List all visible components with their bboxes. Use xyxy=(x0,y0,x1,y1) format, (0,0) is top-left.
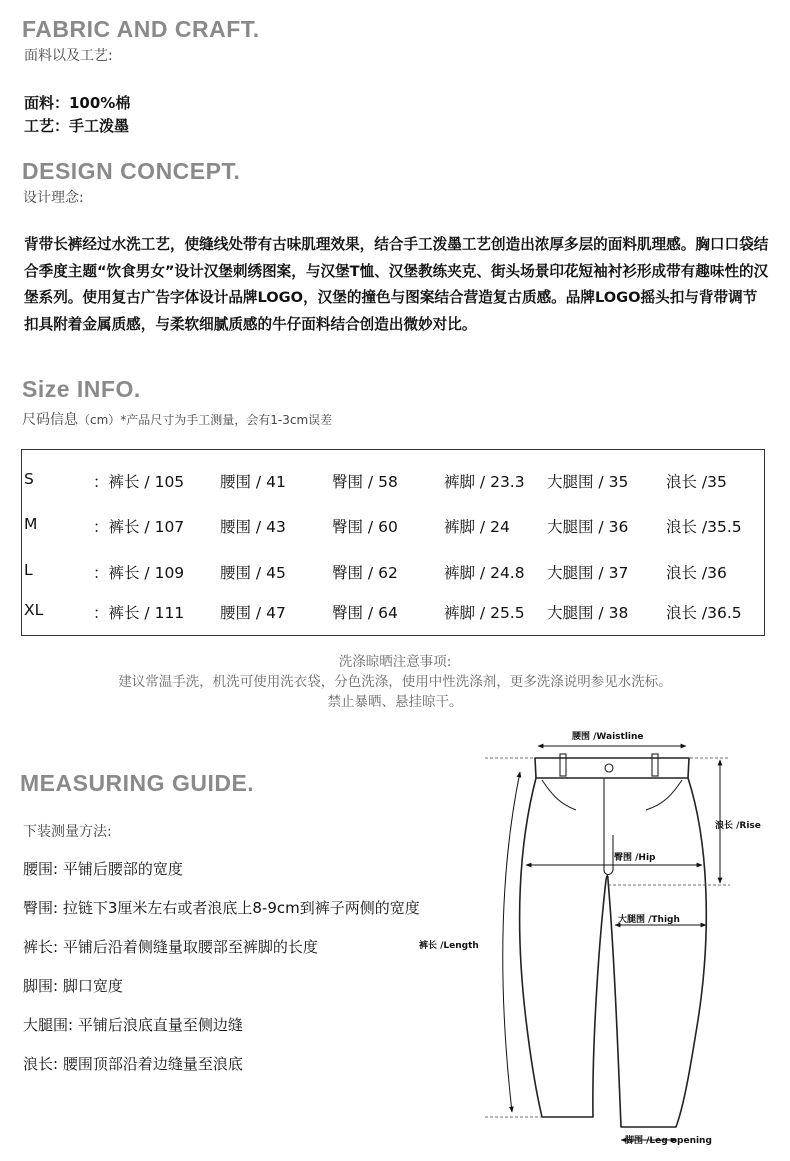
hip-cell: 臀围 / 60 xyxy=(332,518,398,536)
fabric-title-cn: 面料以及工艺: xyxy=(24,48,113,64)
rise-guides xyxy=(608,758,730,885)
label-hip: 臀围 /Hip xyxy=(614,853,656,863)
length-cell: ：裤长 / 107 xyxy=(93,518,185,536)
rise-cell: 浪长 /36 xyxy=(666,564,727,582)
size-info-note: *产品尺寸为手工测量，会有1-3cm误差 xyxy=(120,413,333,427)
hip-cell: 臀围 / 64 xyxy=(332,604,398,622)
leg-cell: 裤脚 / 25.5 xyxy=(444,604,525,622)
size-info-title-en: Size INFO. xyxy=(22,376,141,402)
fabric-title-en: FABRIC AND CRAFT. xyxy=(22,16,260,42)
size-info-subtitle xyxy=(22,409,332,429)
waist-cell: 腰围 / 41 xyxy=(220,473,286,491)
length-cell: ：裤长 / 109 xyxy=(93,564,185,582)
thigh-cell: 大腿围 / 37 xyxy=(547,564,629,582)
guide-item-rise: 浪长: 腰围顶部沿着边缝量至浪底 xyxy=(23,1055,243,1073)
pants-diagram xyxy=(480,720,770,1160)
care-line-2: 禁止暴晒、悬挂晾干。 xyxy=(327,694,463,710)
size-info-title-cn: 尺码信息 xyxy=(22,412,78,428)
care-title: 洗涤晾晒注意事项: xyxy=(338,654,452,670)
guide-item-thigh: 大腿围: 平铺后浪底直量至侧边缝 xyxy=(23,1016,243,1034)
measuring-title-en: MEASURING GUIDE. xyxy=(20,770,255,796)
size-info-unit: （cm） xyxy=(78,413,121,427)
hip-cell: 臀围 / 58 xyxy=(332,473,398,491)
guide-item-hip: 臀围: 拉链下3厘米左右或者浪底上8-9cm到裤子两侧的宽度 xyxy=(23,899,420,917)
label-rise: 浪长 /Rise xyxy=(715,821,761,831)
fabric-craft: 工艺：手工泼墨 xyxy=(24,117,130,135)
waist-cell: 腰围 / 43 xyxy=(220,518,286,536)
size-label: S xyxy=(24,470,34,488)
rise-cell: 浪长 /35.5 xyxy=(666,518,742,536)
leg-cell: 裤脚 / 23.3 xyxy=(444,473,525,491)
thigh-cell: 大腿围 / 38 xyxy=(547,604,629,622)
waist-cell: 腰围 / 47 xyxy=(220,604,286,622)
length-cell: ：裤长 / 105 xyxy=(93,473,185,491)
label-thigh: 大腿围 /Thigh xyxy=(618,915,680,925)
size-label: XL xyxy=(24,601,44,619)
guide-item-waist: 腰围: 平铺后腰部的宽度 xyxy=(23,860,183,878)
pants-details xyxy=(542,754,682,875)
length-guides xyxy=(485,758,542,1117)
rise-cell: 浪长 /35 xyxy=(666,473,727,491)
pants-outline xyxy=(520,758,707,1127)
length-arrow xyxy=(503,772,520,1112)
thigh-cell: 大腿围 / 36 xyxy=(547,518,629,536)
waist-cell: 腰围 / 45 xyxy=(220,564,286,582)
size-label: M xyxy=(24,515,38,533)
thigh-cell: 大腿围 / 35 xyxy=(547,473,629,491)
hip-cell: 臀围 / 62 xyxy=(332,564,398,582)
fabric-material: 面料：100%棉 xyxy=(24,94,131,112)
label-length: 裤长 /Length xyxy=(419,941,479,951)
leg-cell: 裤脚 / 24 xyxy=(444,518,510,536)
design-paragraph: 背带长裤经过水洗工艺，使缝线处带有古味肌理效果，结合手工泼墨工艺创造出浓厚多层的面料肌理感。胸口口袋结合季度主题“饮食男女”设计汉堡刺绣图案，与汉堡T恤、汉堡教练夹克、街头场景印花短袖衬衫形成带有趣味性的汉堡系列。使用复古广告字体设计品牌LOGO，汉堡的撞色与图案结合营造复古质感。品牌LOGO摇头扣与背带调节扣具附着金属质感，与柔软细腻质感的牛仔面料结合创造出微妙对比。 xyxy=(24,236,769,333)
guide-item-length: 裤长: 平铺后沿着侧缝量取腰部至裤脚的长度 xyxy=(23,938,318,956)
care-line-1: 建议常温手洗，机洗可使用洗衣袋，分色洗涤，使用中性洗涤剂，更多洗涤说明参见水洗标。 xyxy=(118,674,672,690)
measuring-title-cn: 下装测量方法: xyxy=(23,824,112,840)
label-leg-opening: 脚围 /Leg opening xyxy=(625,1136,712,1146)
length-cell: ：裤长 / 111 xyxy=(93,604,185,622)
label-waistline: 腰围 /Waistline xyxy=(572,732,644,742)
leg-cell: 裤脚 / 24.8 xyxy=(444,564,525,582)
guide-item-leg: 脚围: 脚口宽度 xyxy=(23,977,123,995)
design-title-en: DESIGN CONCEPT. xyxy=(22,158,241,184)
design-title-cn: 设计理念: xyxy=(23,190,84,206)
rise-cell: 浪长 /36.5 xyxy=(666,604,742,622)
size-label: L xyxy=(24,561,33,579)
